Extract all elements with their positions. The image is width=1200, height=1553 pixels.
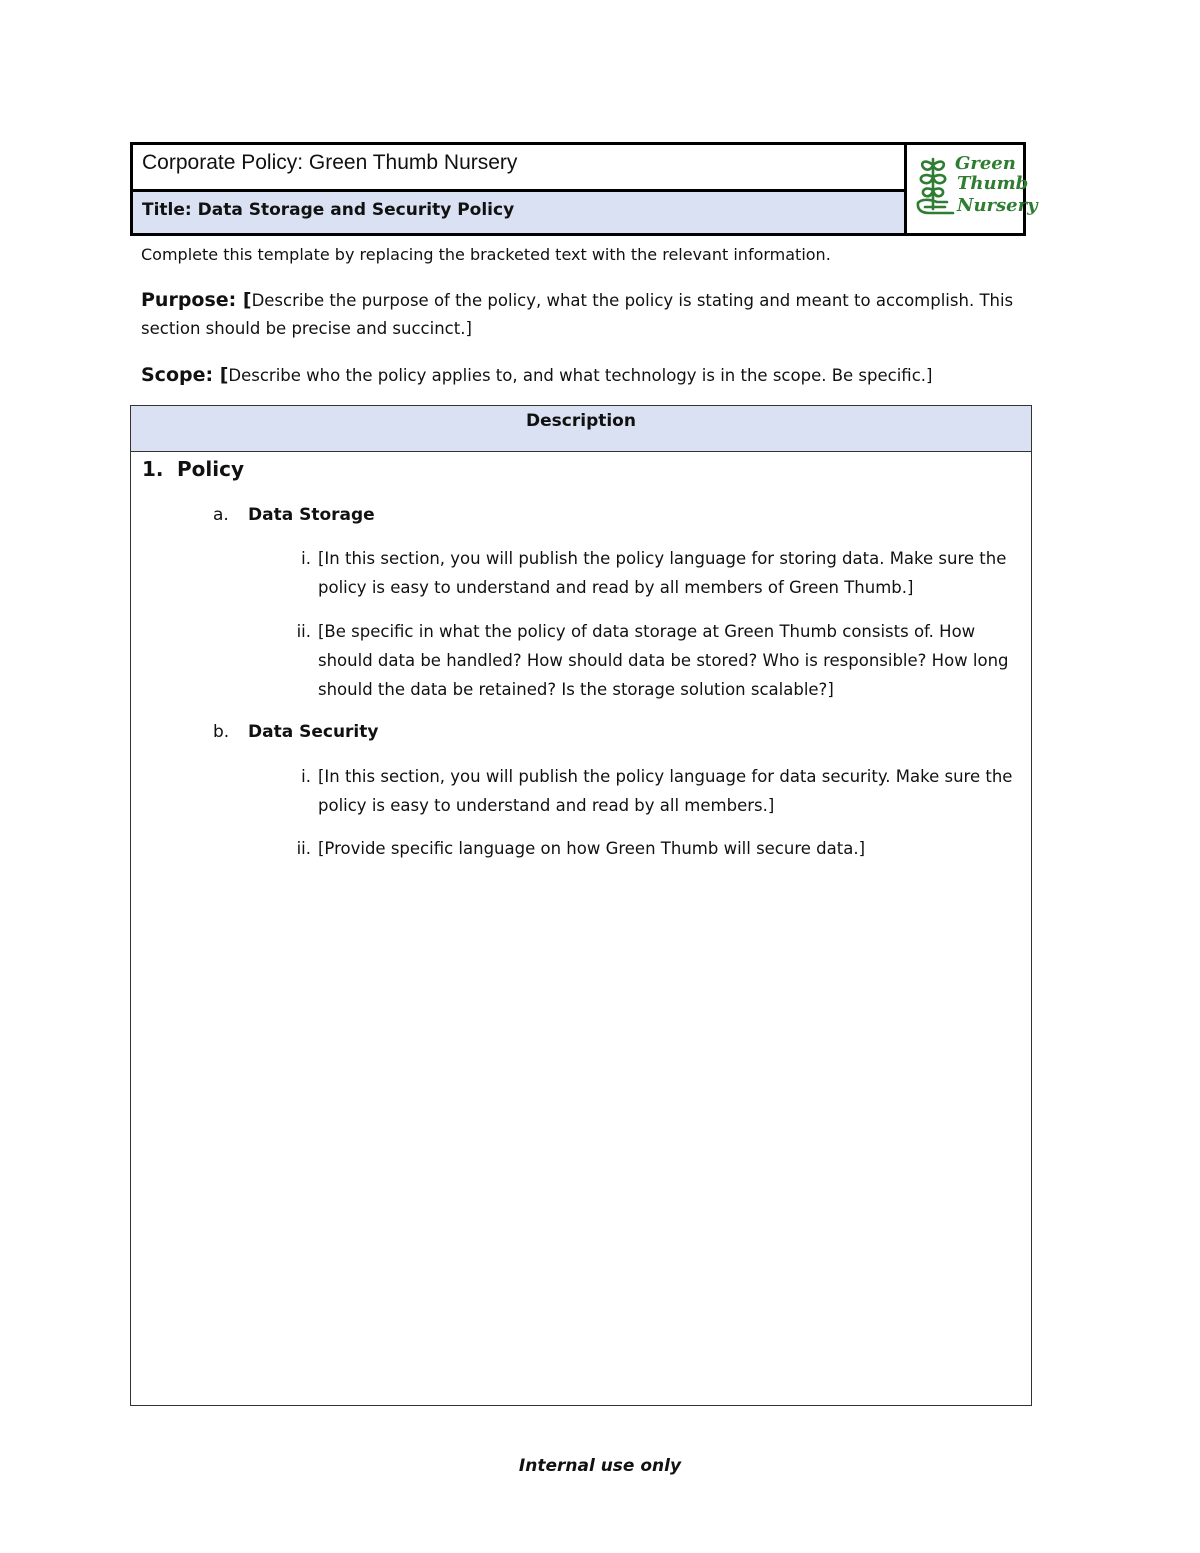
scope-label: Scope: [ [141, 364, 229, 386]
subsection-label: Data Storage [248, 505, 375, 525]
template-instructions: Complete this template by replacing the bracketed text with the relevant information. [141, 245, 831, 264]
list-item [281, 762, 1021, 820]
purpose-label: Purpose: [ [141, 289, 252, 311]
svg-text:Thumb: Thumb [957, 173, 1029, 194]
subsection-label: Data Security [248, 722, 379, 742]
section-label: Policy [177, 457, 245, 481]
item-text: [Provide specific language on how Green Thumb will secure data.] [318, 839, 866, 858]
svg-text:Nursery: Nursery [957, 195, 1038, 216]
footer-internal-use: Internal use only [518, 1456, 682, 1476]
item-text: [In this section, you will publish the policy language for data security. Make sure the policy is easy to understand and read by all members.] [318, 767, 1013, 815]
policy-title: Title: Data Storage and Security Policy [133, 192, 904, 233]
item-numeral: ii. [296, 622, 311, 641]
section-number: 1. [142, 457, 164, 481]
subsection-data-security [213, 717, 378, 747]
purpose-paragraph [141, 286, 1041, 343]
scope-paragraph [141, 361, 1041, 390]
subsection-letter: a. [213, 505, 229, 525]
section-heading-policy [142, 454, 244, 484]
item-numeral: i. [301, 549, 311, 568]
corporate-policy-line: Corporate Policy: Green Thumb Nursery [133, 145, 904, 192]
description-header: Description [131, 406, 1031, 452]
item-numeral: i. [301, 767, 311, 786]
item-text: [Be specific in what the policy of data storage at Green Thumb consists of. How should data be handled? How should data be stored? Who is responsible? How long should the data be retained? Is the storage solution scalable?] [318, 622, 1009, 699]
subsection-data-storage [213, 500, 375, 530]
scope-text: Describe who the policy applies to, and what technology is in the scope. Be specific.] [228, 366, 933, 385]
list-item [281, 834, 1021, 863]
plant-hand-logo-icon [911, 147, 1038, 233]
policy-header-text [133, 145, 907, 233]
company-logo [907, 145, 1038, 233]
list-item [281, 617, 1021, 704]
item-numeral: ii. [296, 839, 311, 858]
list-item [281, 544, 1021, 602]
svg-text:Green: Green [955, 153, 1016, 174]
description-table [130, 405, 1032, 1406]
policy-header-box [130, 142, 1038, 236]
purpose-text: Describe the purpose of the policy, what the policy is stating and meant to accomplish. This section should be precise and succinct.] [141, 291, 1014, 338]
subsection-letter: b. [213, 722, 230, 742]
item-text: [In this section, you will publish the policy language for storing data. Make sure the policy is easy to understand and read by all members of Green Thumb.] [318, 549, 1007, 597]
